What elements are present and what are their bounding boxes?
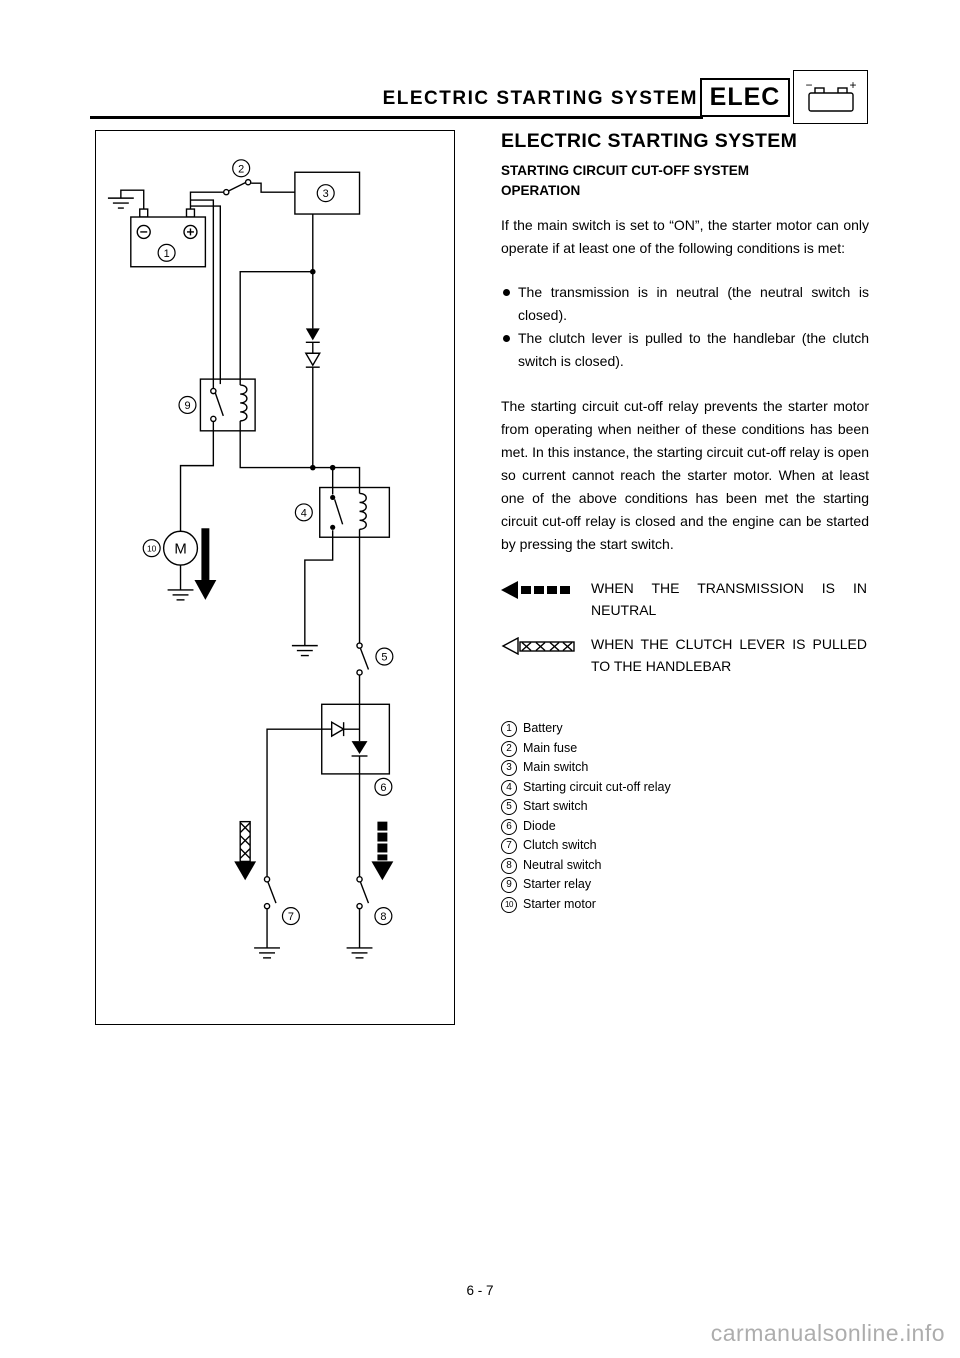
intro-paragraph: If the main switch is set to “ON”, the starter motor can only operate if at least one of the following conditions is met: bbox=[501, 217, 869, 256]
circled-number: 5 bbox=[501, 799, 517, 815]
text-column bbox=[501, 130, 869, 914]
bullet-icon bbox=[503, 335, 510, 342]
current-flow-arrow-icon bbox=[194, 528, 216, 600]
page-number: 6 - 7 bbox=[466, 1283, 494, 1298]
wire-to-clutch-switch bbox=[267, 729, 322, 876]
diagram-label-10 bbox=[143, 540, 160, 557]
series-diodes bbox=[306, 328, 320, 467]
component-label: Clutch switch bbox=[523, 838, 597, 852]
wire-relay-to-motor bbox=[181, 431, 214, 531]
list-item bbox=[501, 327, 869, 373]
diagram-label-2 bbox=[233, 160, 250, 177]
diagram-label-6 bbox=[375, 778, 392, 795]
neutral-switch-component bbox=[347, 877, 392, 958]
circled-number: 10 bbox=[501, 897, 517, 913]
list-item-text: The clutch lever is pulled to the handlebar (the clutch switch is closed). bbox=[518, 330, 869, 369]
svg-text:8: 8 bbox=[380, 911, 387, 924]
svg-text:7: 7 bbox=[287, 911, 294, 924]
component-row bbox=[501, 875, 869, 895]
cutoff-relay-component bbox=[295, 488, 389, 538]
main-fuse-component bbox=[224, 160, 295, 195]
component-label: Starter relay bbox=[523, 877, 592, 891]
svg-text:9: 9 bbox=[184, 399, 191, 412]
wire-contact-ground bbox=[292, 537, 333, 655]
sub-heading-line2: OPERATION bbox=[501, 183, 581, 198]
component-label: Main switch bbox=[523, 760, 589, 774]
circuit-diagram bbox=[95, 130, 455, 1025]
body-paragraph: The starting circuit cut-off relay prevents the starter motor from operating when neither of these conditions has been met. In this instance, the starting circuit cut-off relay is open so current cannot reach the starter motor. When at least one of the above conditions has been met the starting circuit cut-off relay is closed and the engine can be started by pressing the start switch. bbox=[501, 398, 869, 552]
component-row bbox=[501, 719, 869, 739]
component-label: Starting circuit cut-off relay bbox=[523, 779, 671, 794]
diagram-label-1 bbox=[158, 244, 175, 261]
legend-text: WHEN THE CLUTCH LEVER IS PULLED TO THE HANDLEBAR bbox=[591, 636, 867, 674]
clutch-switch-component bbox=[254, 877, 299, 958]
watermark-text: carmanualsonline.info bbox=[710, 1320, 945, 1346]
component-row bbox=[501, 797, 869, 817]
svg-text:10: 10 bbox=[146, 543, 157, 554]
circled-number: 4 bbox=[501, 780, 517, 796]
conditions-list bbox=[501, 281, 869, 373]
page-title: ELECTRIC STARTING SYSTEM bbox=[382, 88, 698, 109]
wire-switch-output bbox=[240, 269, 315, 379]
component-row bbox=[501, 895, 869, 915]
circled-number: 7 bbox=[501, 838, 517, 854]
circled-number: 9 bbox=[501, 877, 517, 893]
component-row bbox=[501, 856, 869, 876]
battery-component bbox=[131, 209, 206, 267]
wire-coil-junction bbox=[240, 431, 359, 488]
section-heading: ELECTRIC STARTING SYSTEM bbox=[501, 130, 798, 152]
svg-text:5: 5 bbox=[381, 651, 388, 664]
list-item bbox=[501, 281, 869, 327]
starter-motor-component bbox=[143, 531, 197, 600]
bullet-icon bbox=[503, 289, 510, 296]
component-row bbox=[501, 817, 869, 837]
diagram-label-3 bbox=[317, 185, 334, 202]
diagram-label-4 bbox=[295, 504, 312, 521]
circled-number: 8 bbox=[501, 858, 517, 874]
diagram-label-5 bbox=[376, 648, 393, 665]
header-divider bbox=[90, 116, 703, 119]
component-label: Start switch bbox=[523, 799, 588, 813]
svg-text:3: 3 bbox=[322, 188, 329, 201]
circled-number: 2 bbox=[501, 741, 517, 757]
list-item-text: The transmission is in neutral (the neutral switch is closed). bbox=[518, 284, 869, 323]
starter-relay-component bbox=[179, 379, 255, 431]
component-label: Starter motor bbox=[523, 896, 596, 911]
component-label: Diode bbox=[523, 818, 556, 833]
svg-text:1: 1 bbox=[163, 247, 170, 260]
sub-heading bbox=[501, 161, 869, 201]
start-switch-component bbox=[357, 537, 393, 704]
component-row bbox=[501, 739, 869, 759]
diode-component bbox=[322, 704, 392, 795]
section-tab-label: ELEC bbox=[709, 83, 781, 111]
hatched-arrow-icon bbox=[501, 633, 591, 677]
ground-symbol-battery bbox=[108, 190, 144, 209]
legend-text: WHEN THE TRANSMISSION IS IN NEUTRAL bbox=[591, 580, 867, 618]
legend-row-clutch bbox=[501, 633, 869, 677]
component-legend bbox=[501, 719, 869, 914]
diagram-label-7 bbox=[282, 908, 299, 925]
sub-heading-line1: STARTING CIRCUIT CUT-OFF SYSTEM bbox=[501, 163, 749, 178]
circled-number: 3 bbox=[501, 760, 517, 776]
svg-text:4: 4 bbox=[300, 507, 307, 520]
clutch-flow-arrow-icon bbox=[234, 822, 256, 881]
diagram-label-8 bbox=[375, 908, 392, 925]
component-label: Neutral switch bbox=[523, 857, 602, 872]
section-tab-elec bbox=[700, 78, 790, 117]
battery-minus-sign: − bbox=[804, 78, 813, 92]
component-row bbox=[501, 778, 869, 798]
main-switch-component bbox=[295, 172, 360, 271]
component-row bbox=[501, 758, 869, 778]
battery-icon bbox=[799, 75, 863, 119]
battery-plus-sign: + bbox=[848, 78, 857, 92]
component-label: Main fuse bbox=[523, 740, 578, 755]
diagram-label-9 bbox=[179, 397, 196, 414]
svg-text:M: M bbox=[174, 541, 187, 558]
component-row bbox=[501, 836, 869, 856]
solid-arrow-icon bbox=[501, 577, 591, 621]
circuit-diagram-svg bbox=[96, 131, 454, 1024]
svg-text:2: 2 bbox=[238, 163, 245, 176]
circled-number: 6 bbox=[501, 819, 517, 835]
svg-text:6: 6 bbox=[380, 781, 387, 794]
component-label: Battery bbox=[523, 721, 563, 735]
legend-row-neutral bbox=[501, 577, 869, 621]
battery-symbol-box bbox=[793, 70, 868, 124]
neutral-flow-arrow-icon bbox=[371, 822, 393, 881]
circled-number: 1 bbox=[501, 721, 517, 737]
